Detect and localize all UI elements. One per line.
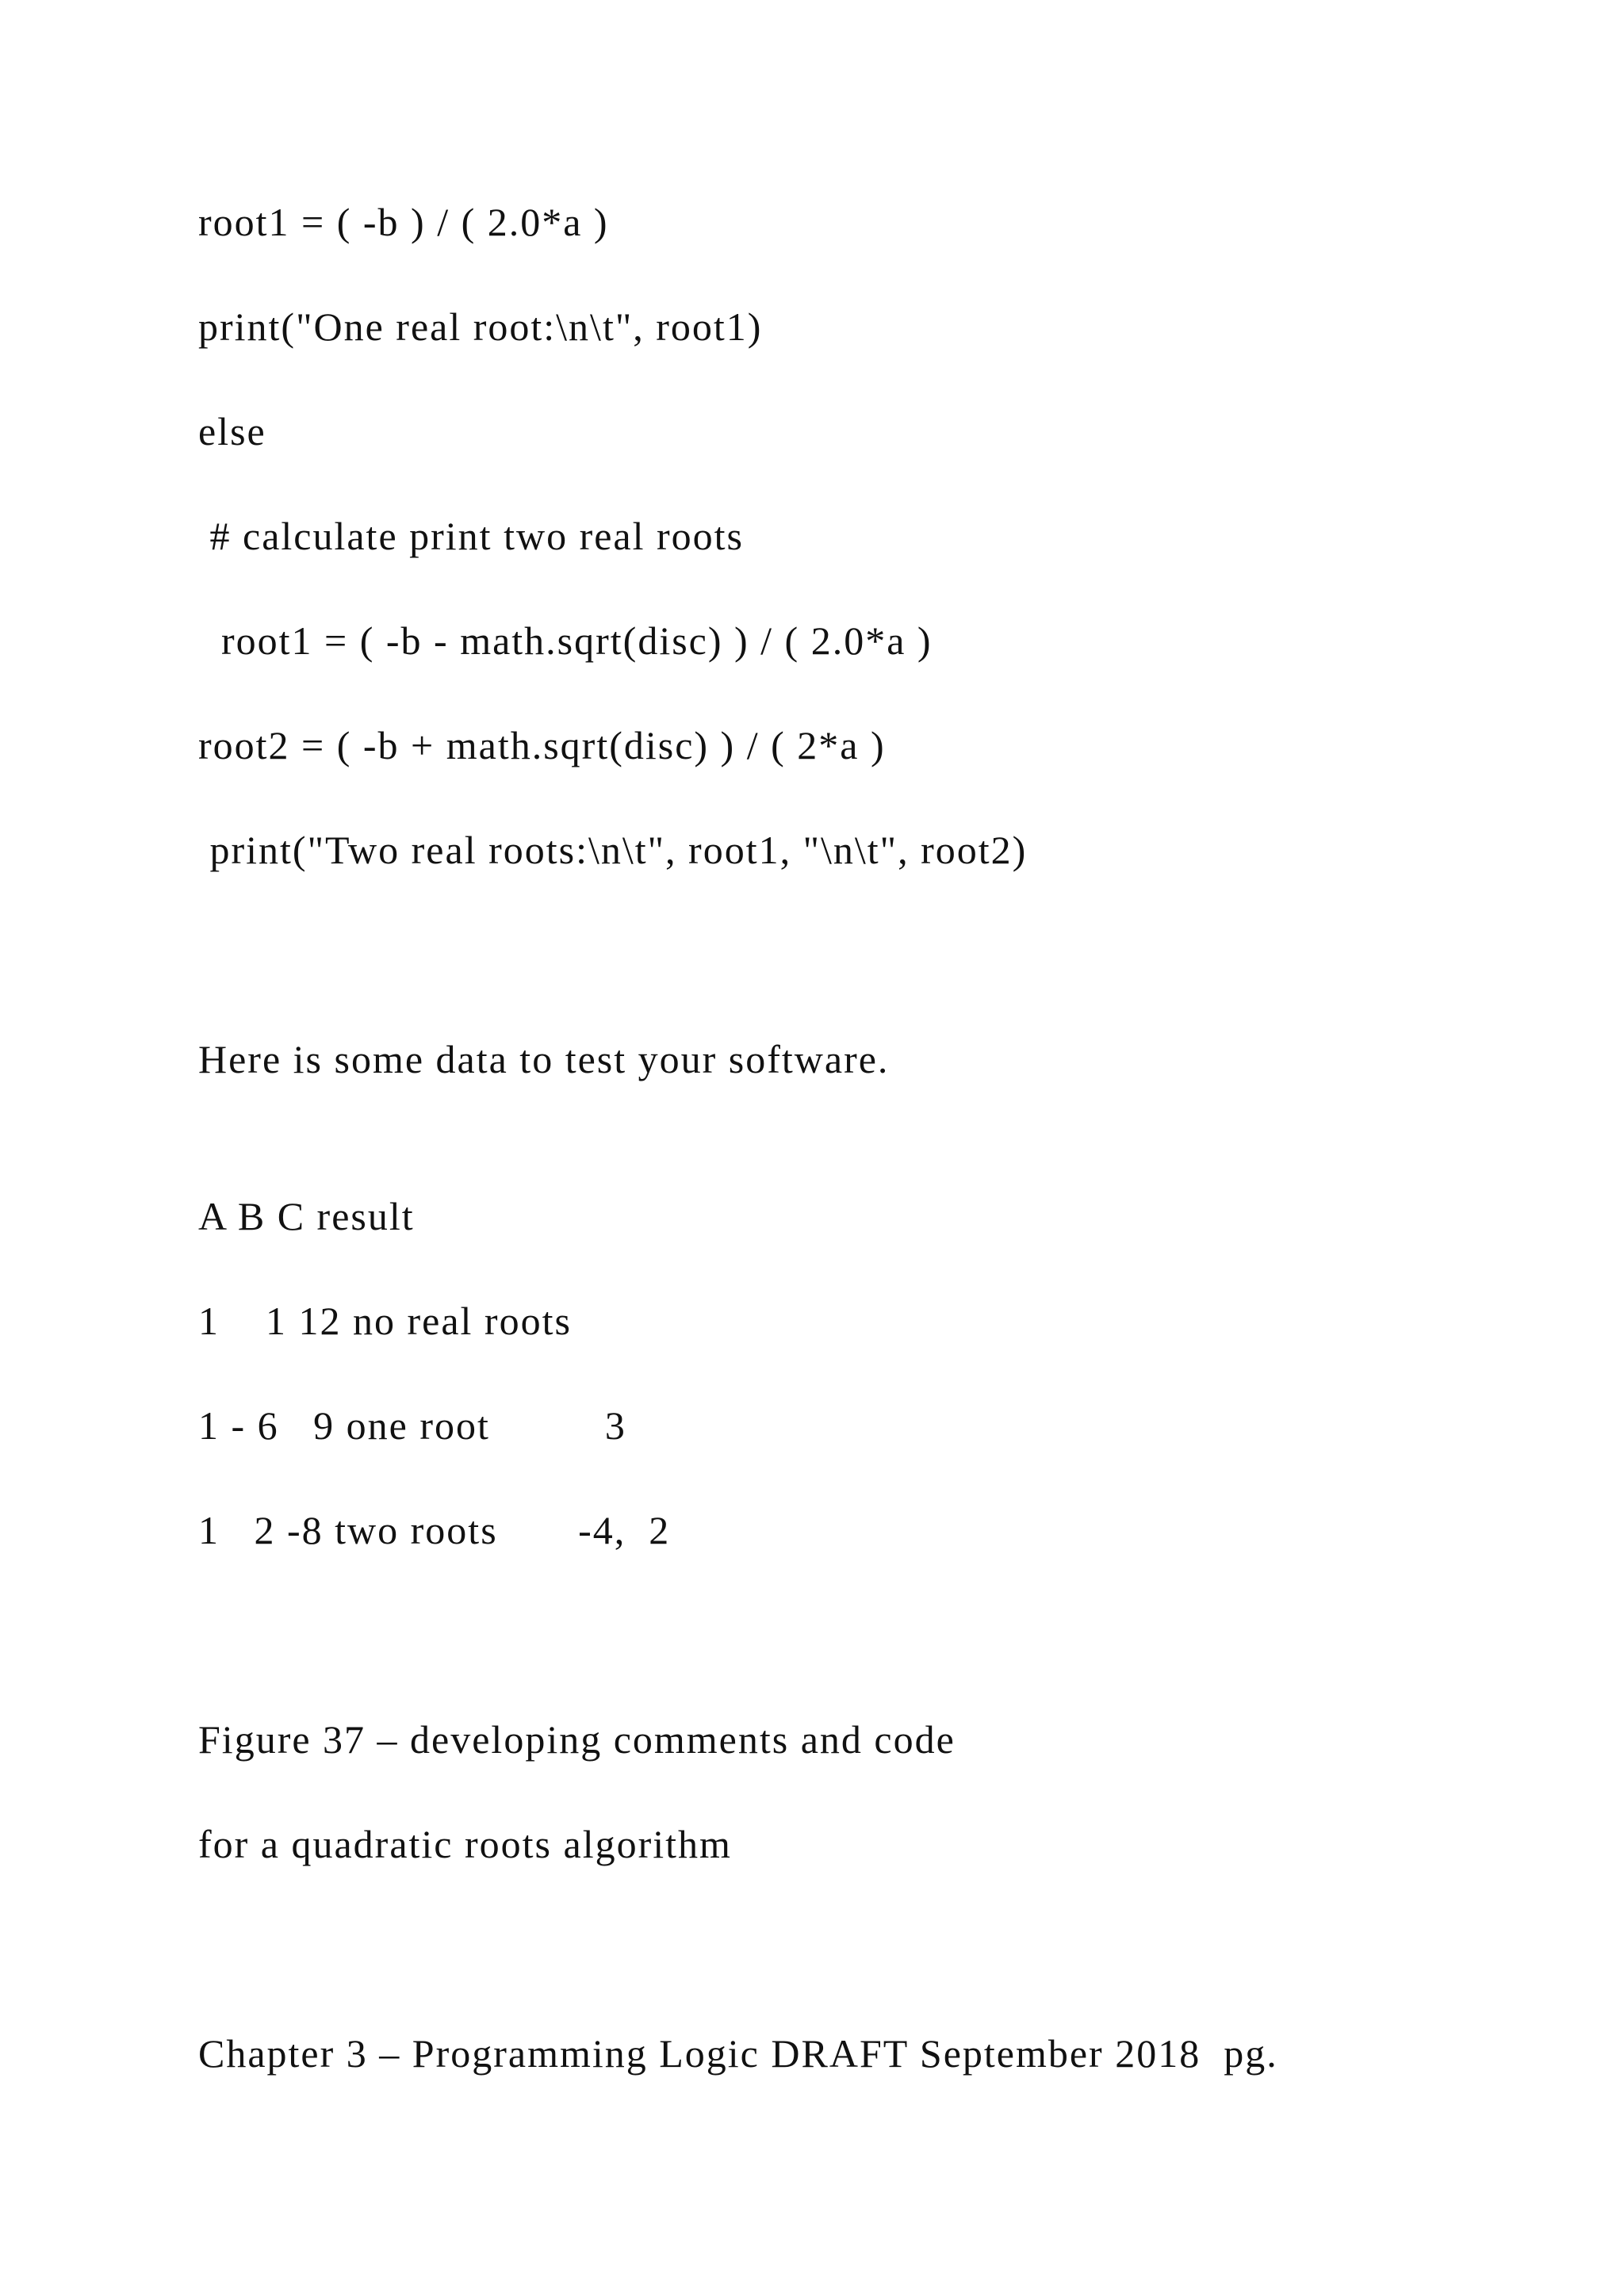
code-line-4: # calculate print two real roots (198, 514, 744, 558)
test-table-header: A B C result (198, 1194, 415, 1238)
code-line-1: root1 = ( -b ) / ( 2.0*a ) (198, 200, 609, 244)
test-table-row: 1 1 12 no real roots (198, 1299, 572, 1343)
code-line-7: print("Two real roots:\n\t", root1, "\n\t", root2) (198, 828, 1028, 872)
test-table-row: 1 2 -8 two roots -4, 2 (198, 1508, 671, 1552)
code-line-6: root2 = ( -b + math.sqrt(disc) ) / ( 2*a ) (198, 723, 886, 767)
code-line-2: print("One real root:\n\t", root1) (198, 304, 763, 349)
page-footer: Chapter 3 – Programming Logic DRAFT September 2018 pg. (198, 2031, 1278, 2076)
code-line-5: root1 = ( -b - math.sqrt(disc) ) / ( 2.0*a ) (198, 618, 933, 663)
test-data-intro: Here is some data to test your software. (198, 1037, 890, 1081)
figure-caption-line-1: Figure 37 – developing comments and code (198, 1717, 956, 1762)
figure-caption-line-2: for a quadratic roots algorithm (198, 1822, 732, 1866)
test-table-row: 1 - 6 9 one root 3 (198, 1403, 626, 1448)
code-line-3: else (198, 409, 266, 453)
